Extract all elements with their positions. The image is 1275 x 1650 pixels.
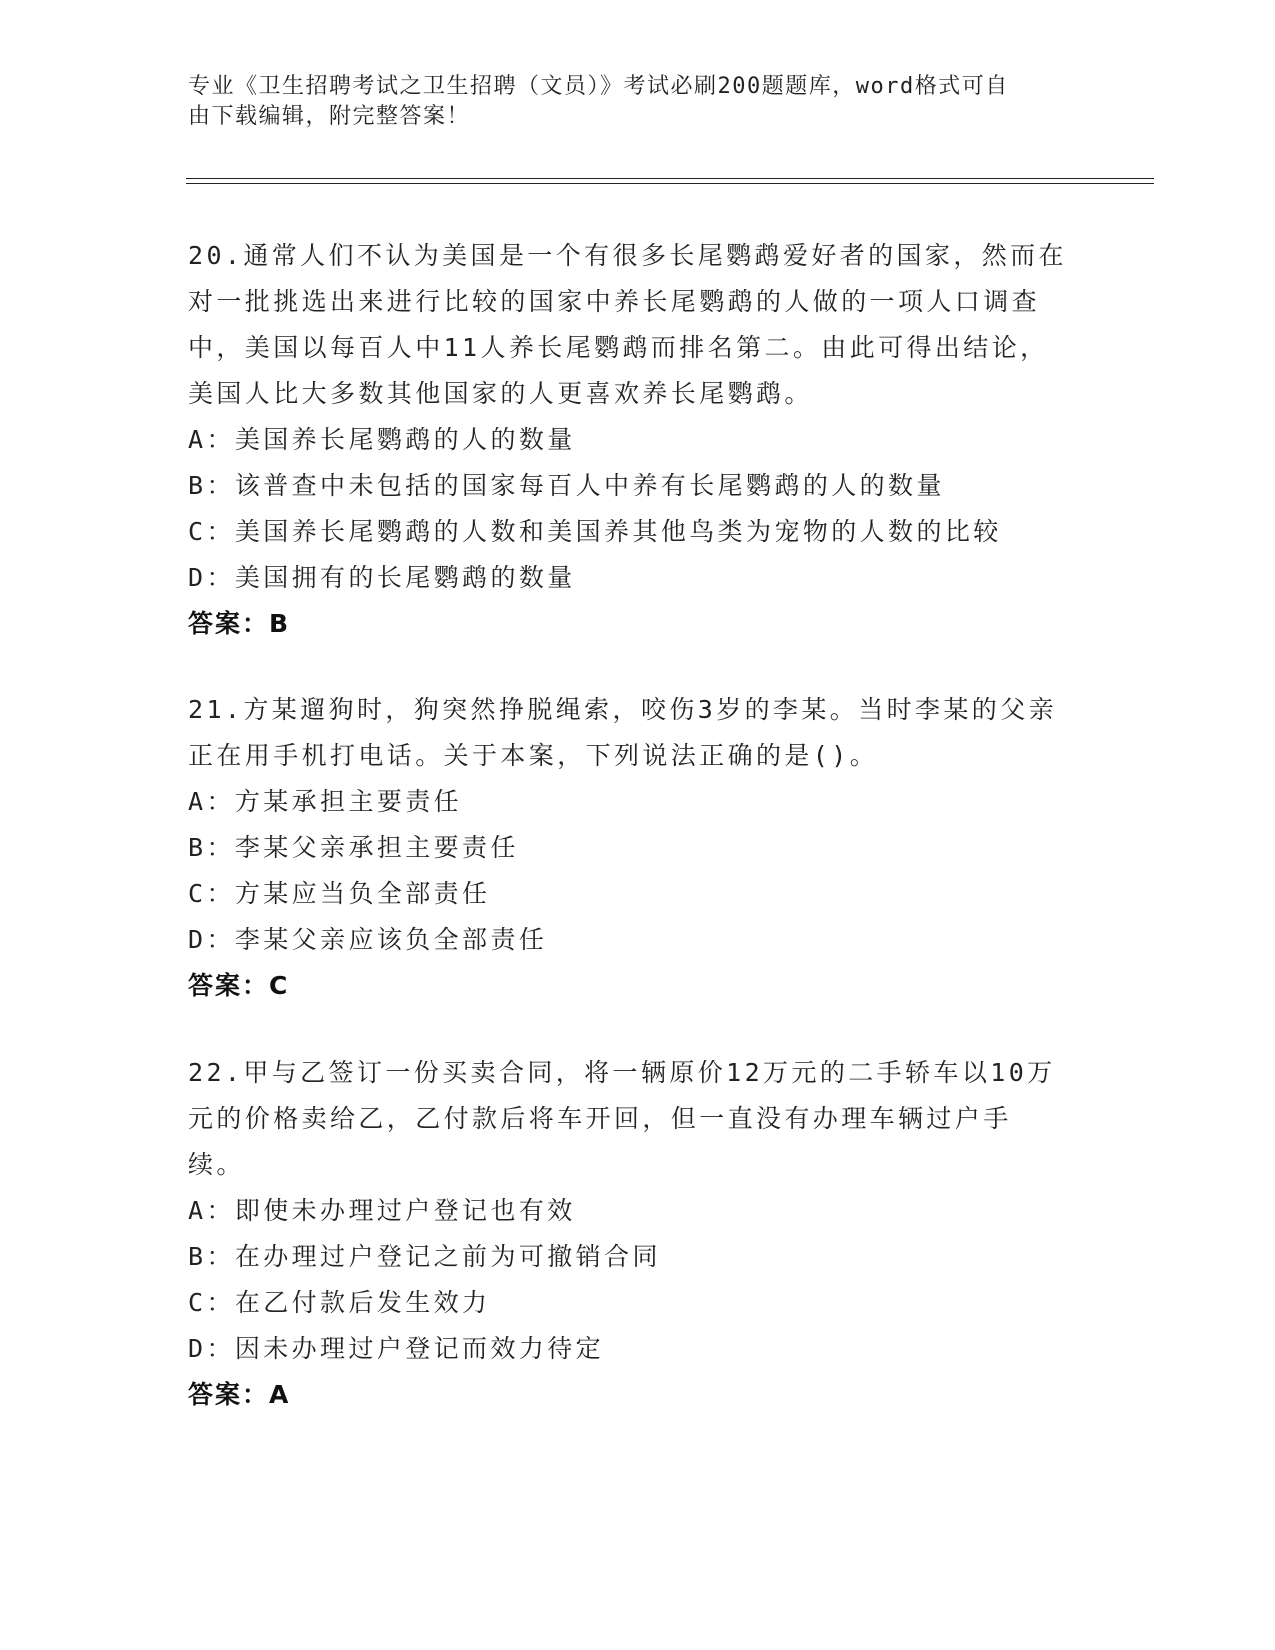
option-b: B：李某父亲承担主要责任	[188, 833, 519, 862]
option-c: C：方某应当负全部责任	[188, 879, 491, 908]
question-stem: 22.甲与乙签订一份买卖合同，将一辆原价12万元的二手轿车以10万元的价格卖给乙，乙付款后将车开回，但一直没有办理车辆过户手续。	[188, 1058, 1056, 1179]
answer-line: 答案：A	[188, 1380, 291, 1409]
answer-line: 答案：C	[188, 971, 290, 1000]
question-22	[188, 1050, 1088, 1418]
option-b: B：该普查中未包括的国家每百人中养有长尾鹦鹉的人的数量	[188, 471, 945, 500]
option-a: A：方某承担主要责任	[188, 787, 463, 816]
header-divider-bottom	[186, 183, 1154, 184]
question-stem: 20.通常人们不认为美国是一个有很多长尾鹦鹉爱好者的国家，然而在对一批挑选出来进行比较的国家中养长尾鹦鹉的人做的一项人口调查中，美国以每百人中11人养长尾鹦鹉而排名第二。由此可得出结论，美国人比大多数其他国家的人更喜欢养长尾鹦鹉。	[188, 241, 1067, 408]
option-c: C：在乙付款后发生效力	[188, 1288, 491, 1317]
option-b: B：在办理过户登记之前为可撤销合同	[188, 1242, 661, 1271]
option-d: D：美国拥有的长尾鹦鹉的数量	[188, 563, 576, 592]
option-a: A：美国养长尾鹦鹉的人的数量	[188, 425, 576, 454]
document-header	[188, 72, 1068, 132]
question-stem: 21.方某遛狗时，狗突然挣脱绳索，咬伤3岁的李某。当时李某的父亲正在用手机打电话。关于本案，下列说法正确的是()。	[188, 695, 1058, 770]
option-a: A：即使未办理过户登记也有效	[188, 1196, 576, 1225]
option-d: D：因未办理过户登记而效力待定	[188, 1334, 605, 1363]
header-divider-top	[186, 178, 1154, 179]
question-21	[188, 687, 1088, 1009]
option-d: D：李某父亲应该负全部责任	[188, 925, 548, 954]
question-20	[188, 233, 1088, 647]
answer-line: 答案：B	[188, 609, 291, 638]
header-line-2: 由下载编辑，附完整答案！	[188, 104, 471, 129]
header-line-1: 专业《卫生招聘考试之卫生招聘（文员）》考试必刷200题题库，word格式可自	[188, 74, 1009, 99]
option-c: C：美国养长尾鹦鹉的人数和美国养其他鸟类为宠物的人数的比较	[188, 517, 1002, 546]
